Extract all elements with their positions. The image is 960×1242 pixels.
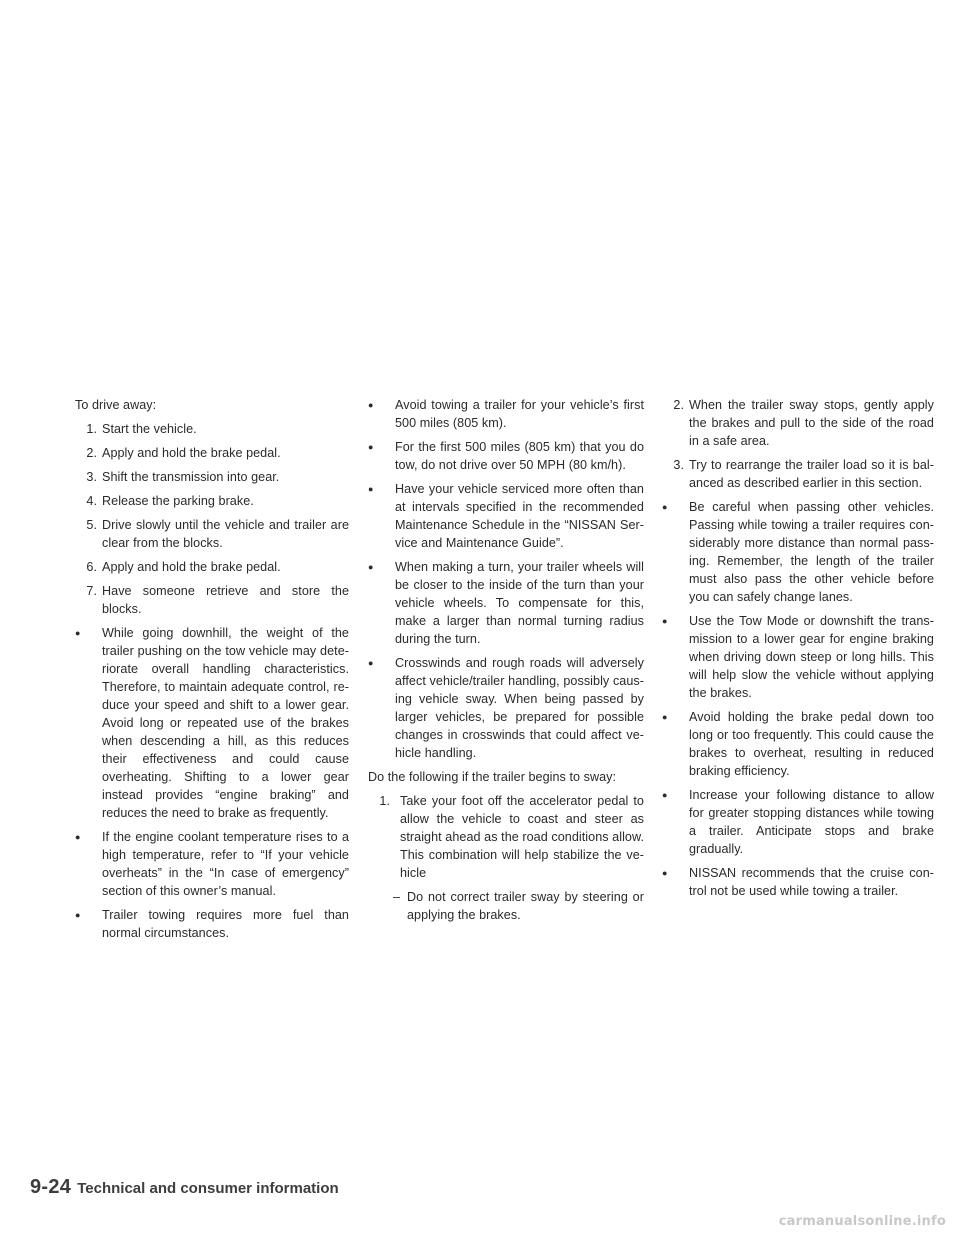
bullet-item: ● Avoid towing a trailer for your vehicle’s first 500 miles (805 km). xyxy=(368,398,644,430)
bullet-item: ● Have your vehicle serviced more often than at intervals specified in the recommended Maintenance Schedule in the “NISSAN Ser- vice and Maintenance Guide”. xyxy=(368,482,644,550)
bullet-item: ● While going downhill, the weight of the trailer pushing on the tow vehicle may dete- riorate overall handling characteristics. Therefore, to maintain adequate control, re- duce your speed and shift to a lower gear. Avoid long or repeated use of the brakes when descending a hill, as this reduces their effectiveness and could cause overheating. Shifting to a lower gear instead provides “engine braking” and reduces the need to brake as frequently. xyxy=(75,626,349,820)
bullet-item: ● Increase your following distance to allow for greater stopping distances while towing a trailer. Anticipate stops and brake gradually. xyxy=(662,788,934,856)
column-1 xyxy=(75,396,349,948)
bullet-icon: ● xyxy=(368,562,374,572)
bullet-icon: ● xyxy=(368,400,374,410)
bullet-item: ● If the engine coolant temperature rises to a high temperature, refer to “If your vehicle overheats” in the “In case of emergency” section of this owner’s manual. xyxy=(75,830,349,898)
bullet-item: ● Be careful when passing other vehicles. Passing while towing a trailer requires con- siderably more distance than normal pass- ing. Remember, the length of the trailer must also pass the other vehicle before you can safely change lanes. xyxy=(662,500,934,604)
bullet-icon: ● xyxy=(662,868,668,878)
bullet-item: ● NISSAN recommends that the cruise con- trol not be used while towing a trailer. xyxy=(662,866,934,898)
column-3 xyxy=(662,396,934,906)
bullet-icon: ● xyxy=(368,484,374,494)
bullet-item: ● Use the Tow Mode or downshift the trans- mission to a lower gear for engine braking when driving down steep or long hills. This will help slow the vehicle without applying the brakes. xyxy=(662,614,934,700)
watermark: carmanualsonline.info xyxy=(778,1214,946,1229)
list-item: 1. Take your foot off the accelerator pedal to allow the vehicle to coast and steer as straight ahead as the road conditions allow. This combination will help stabilize the ve- hicle xyxy=(379,794,644,880)
list-item: 5. Drive slowly until the vehicle and trailer are clear from the blocks. xyxy=(86,518,349,550)
list-item: 4. Release the parking brake. xyxy=(86,494,254,508)
list-item: 2. When the trailer sway stops, gently apply the brakes and pull to the side of the road in a safe area. xyxy=(673,398,934,448)
list-item: 3. Try to rearrange the trailer load so it is bal- anced as described earlier in this section. xyxy=(673,458,934,490)
bullet-icon: ● xyxy=(75,628,81,638)
page-number: 9-24 xyxy=(30,1176,72,1198)
column-2 xyxy=(368,396,644,930)
bullet-icon: ● xyxy=(75,832,81,842)
list-item: 1. Start the vehicle. xyxy=(86,422,197,436)
bullet-icon: ● xyxy=(368,658,374,668)
bullet-item: ● When making a turn, your trailer wheels will be closer to the inside of the turn than your vehicle wheels. To compensate for this, make a larger than normal turning radius during the turn. xyxy=(368,560,644,646)
list-item: 2. Apply and hold the brake pedal. xyxy=(86,446,281,460)
section-title: Technical and consumer information xyxy=(77,1180,339,1197)
list-item: 6. Apply and hold the brake pedal. xyxy=(86,560,281,574)
page-footer xyxy=(30,1176,339,1199)
bullet-icon: ● xyxy=(662,616,668,626)
list-item: 7. Have someone retrieve and store the blocks. xyxy=(86,584,349,616)
bullet-icon: ● xyxy=(662,790,668,800)
bullet-item: ● Crosswinds and rough roads will adversely affect vehicle/trailer handling, possibly caus- ing vehicle sway. When being passed by larger vehicles, be prepared for possible changes in crosswinds that could affect ve- hicle handling. xyxy=(368,656,644,760)
bullet-item: ● Trailer towing requires more fuel than normal circumstances. xyxy=(75,908,349,940)
bullet-icon: ● xyxy=(75,910,81,920)
bullet-item: ● For the first 500 miles (805 km) that you do tow, do not drive over 50 MPH (80 km/h). xyxy=(368,440,644,472)
bullet-icon: ● xyxy=(662,502,668,512)
list-item: 3. Shift the transmission into gear. xyxy=(86,470,280,484)
bullet-icon: ● xyxy=(368,442,374,452)
bullet-icon: ● xyxy=(662,712,668,722)
bullet-item: ● Avoid holding the brake pedal down too long or too frequently. This could cause the brakes to overheat, resulting in reduced braking efficiency. xyxy=(662,710,934,778)
sway-heading: Do the following if the trailer begins to sway: xyxy=(368,770,617,784)
dash-item: – Do not correct trailer sway by steering or applying the brakes. xyxy=(393,890,644,922)
drive-away-heading: To drive away: xyxy=(75,398,157,412)
